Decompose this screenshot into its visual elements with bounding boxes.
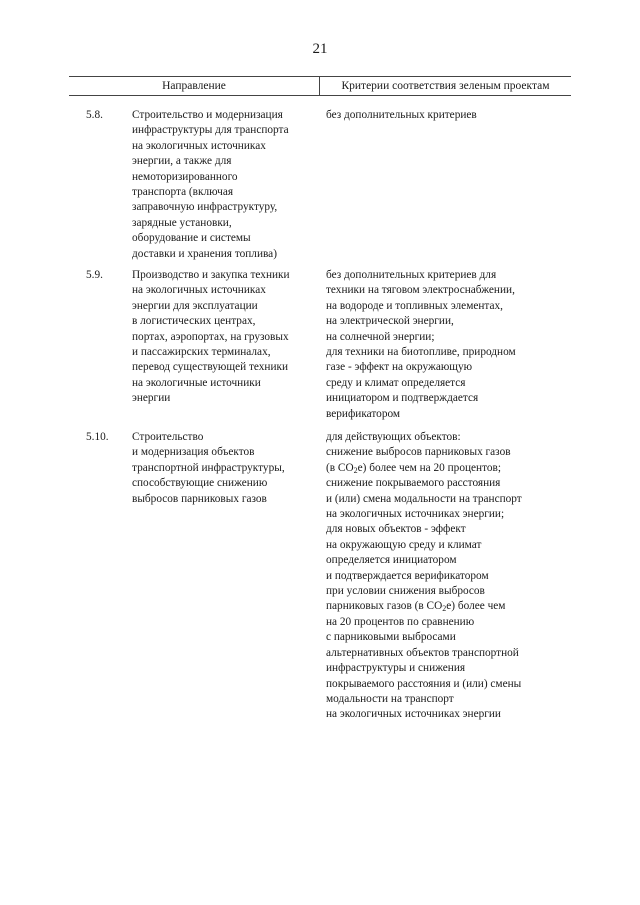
direction-line: энергии для эксплуатации: [132, 299, 258, 312]
criteria-line: на 20 процентов по сравнению: [326, 615, 475, 628]
row-criteria: [326, 430, 570, 723]
direction-line: оборудование и системы: [132, 232, 251, 245]
criteria-line: для действующих объектов:: [326, 431, 461, 443]
direction-line: в логистических центрах,: [132, 315, 256, 328]
page-number: 21: [312, 41, 328, 57]
criteria-line: с парниковыми выбросами: [326, 631, 456, 644]
criteria-line: и (или) смена модальности на транспорт: [326, 492, 522, 505]
criteria-line: на экологичных источниках энергии;: [326, 508, 505, 521]
criteria-line: и подтверждается верификатором: [326, 569, 489, 582]
criteria-line: при условии снижения выбросов: [326, 585, 485, 598]
criteria-line: для техники на биотопливе, природном: [326, 346, 516, 359]
direction-line: на экологичные источники: [132, 376, 261, 389]
direction-line: заправочную инфраструктуру,: [132, 201, 278, 214]
criteria-line: определяется инициатором: [326, 554, 457, 567]
direction-line: на экологичных источниках: [132, 284, 266, 297]
row-criteria: [326, 268, 570, 422]
direction-line: транспортной инфраструктуры,: [132, 461, 285, 474]
direction-line: транспорта (включая: [132, 186, 234, 199]
criteria-line: техники на тяговом электроснабжении,: [326, 284, 515, 297]
criteria-line: на солнечной энергии;: [326, 330, 435, 343]
criteria-line: инициатором и подтверждается: [326, 392, 479, 405]
direction-line: энергии: [132, 392, 171, 405]
direction-line: выбросов парниковых газов: [132, 492, 267, 505]
criteria-line: (в $CO_2e$) более чем на 20 процентов;: [326, 461, 501, 475]
row-number: 5.9.: [86, 269, 103, 281]
direction-line: и модернизация объектов: [132, 446, 255, 459]
row-number: 5.8.: [86, 109, 103, 121]
direction-line: Строительство и модернизация: [132, 109, 283, 121]
direction-line: и пассажирских терминалах,: [132, 346, 271, 359]
criteria-line: на окружающую среду и климат: [326, 538, 482, 551]
criteria-line: покрываемого расстояния и (или) смены: [326, 677, 522, 690]
criteria-line: снижение покрываемого расстояния: [326, 477, 501, 490]
criteria-line: инфраструктуры и снижения: [326, 662, 466, 675]
criteria-line: на экологичных источниках энергии: [326, 708, 501, 721]
criteria-line: для новых объектов - эффект: [326, 523, 466, 536]
criteria-line: среду и климат определяется: [326, 376, 466, 389]
header-direction: Направление: [162, 80, 226, 92]
row-number: 5.10.: [86, 431, 109, 443]
row-criteria: [326, 108, 570, 123]
direction-line: Производство и закупка техники: [132, 269, 290, 281]
criteria-line: верификатором: [326, 407, 401, 420]
direction-line: Строительство: [132, 431, 204, 443]
direction-line: способствующие снижению: [132, 477, 268, 490]
criteria-line: на электрической энергии,: [326, 315, 454, 328]
header-criteria: Критерии соответствия зеленым проектам: [341, 80, 550, 92]
row-direction: [132, 430, 317, 507]
criteria-line: без дополнительных критериев: [326, 109, 477, 121]
criteria-line: парниковых газов (в $CO_2e$) более чем: [326, 600, 506, 614]
table-header: [69, 76, 571, 96]
criteria-line: на водороде и топливных элементах,: [326, 299, 503, 312]
criteria-line: альтернативных объектов транспортной: [326, 646, 519, 659]
direction-line: энергии, а также для: [132, 155, 232, 168]
direction-line: доставки и хранения топлива): [132, 247, 277, 260]
direction-line: немоторизированного: [132, 170, 238, 183]
criteria-line: без дополнительных критериев для: [326, 269, 497, 281]
criteria-line: газе - эффект на окружающую: [326, 361, 473, 374]
row-direction: [132, 268, 317, 407]
criteria-line: модальности на транспорт: [326, 692, 454, 705]
row-direction: [132, 108, 317, 262]
direction-line: зарядные установки,: [132, 216, 232, 229]
direction-line: инфраструктуры для транспорта: [132, 124, 289, 137]
direction-line: на экологичных источниках: [132, 139, 266, 152]
direction-line: перевод существующей техники: [132, 361, 289, 374]
criteria-line: снижение выбросов парниковых газов: [326, 446, 511, 459]
direction-line: портах, аэропортах, на грузовых: [132, 330, 289, 343]
